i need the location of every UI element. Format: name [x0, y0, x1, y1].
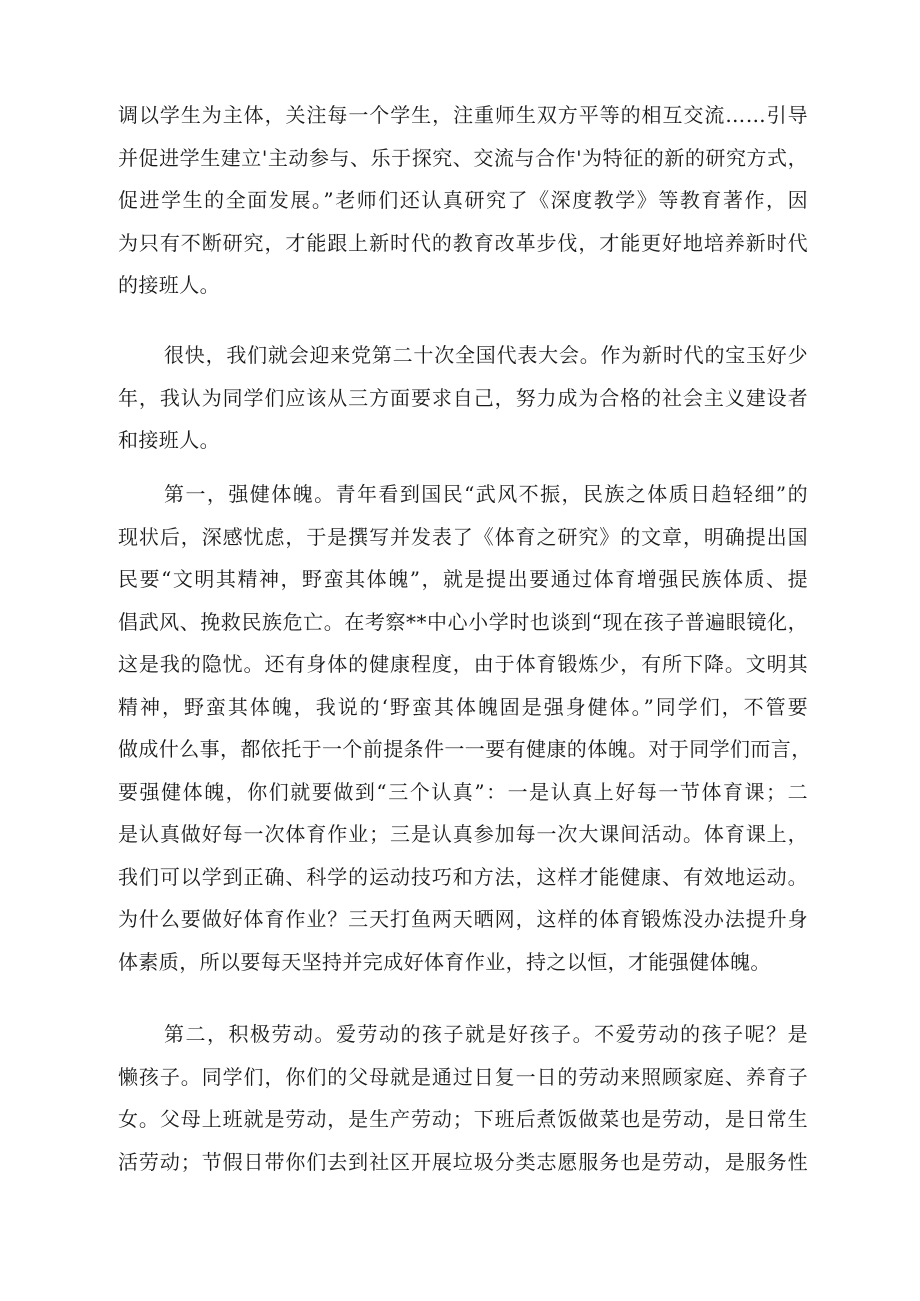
paragraph-line: 调以学生为主体，关注每一个学生，注重师生双方平等的相互交流……引导 [118, 103, 808, 127]
paragraph-line: 为只有不断研究，才能跟上新时代的教育改革步伐，才能更好地培养新时代 [118, 230, 808, 255]
paragraph-line: 的接班人。 [118, 273, 220, 297]
paragraph-line: 为什么要做好体育作业？三天打鱼两天晒网，这样的体育锻炼没办法提升身 [118, 907, 808, 931]
paragraph-line: 民要“文明其精神，野蛮其体魄”，就是提出要通过体育增强民族体质、提 [118, 567, 808, 591]
paragraph-3 [118, 473, 812, 983]
paragraph-line: 促进学生的全面发展。”老师们还认真研究了《深度教学》等教育著作，因 [118, 188, 808, 212]
paragraph-line: 第一，强健体魄。青年看到国民“武风不振，民族之体质日趋轻细”的 [164, 482, 808, 506]
paragraph-line: 这是我的隐忧。还有身体的健康程度，由于体育锻炼少，有所下降。文明其 [118, 652, 808, 676]
paragraph-4 [118, 1013, 808, 1183]
paragraph-1 [118, 94, 808, 307]
paragraph-line: 倡武风、挽救民族危亡。在考察**中心小学时也谈到“现在孩子普遍眼镜化， [118, 609, 808, 634]
paragraph-line: 懒孩子。同学们，你们的父母就是通过日复一日的劳动来照顾家庭、养育子 [118, 1064, 808, 1089]
paragraph-line: 活劳动；节假日带你们去到社区开展垃圾分类志愿服务也是劳动，是服务性 [118, 1149, 808, 1174]
paragraph-line: 我们可以学到正确、科学的运动技巧和方法，这样才能健康、有效地运动。 [118, 864, 808, 889]
paragraph-line: 女。父母上班就是劳动，是生产劳动；下班后煮饭做菜也是劳动，是日常生 [118, 1107, 808, 1131]
paragraph-line: 第二，积极劳动。爱劳动的孩子就是好孩子。不爱劳动的孩子呢？是 [164, 1022, 808, 1046]
paragraph-line: 和接班人。 [118, 428, 220, 452]
paragraph-line: 现状后，深感忧虑，于是撰写并发表了《体育之研究》的文章，明确提出国 [118, 524, 808, 549]
paragraph-line: 并促进学生建立'主动参与、乐于探究、交流与合作'为特征的新的研究方式， [118, 145, 808, 170]
paragraph-line: 做成什么事，都依托于一个前提条件一一要有健康的体魄。对于同学们而言， [118, 737, 812, 761]
paragraph-line: 要强健体魄，你们就要做到“三个认真”：一是认真上好每一节体育课；二 [118, 779, 808, 804]
paragraph-2 [118, 334, 808, 462]
paragraph-line: 体素质，所以要每天坚持并完成好体育作业，持之以恒，才能强健体魄。 [118, 949, 771, 974]
paragraph-line: 是认真做好每一次体育作业；三是认真参加每一次大课间活动。体育课上， [118, 822, 808, 846]
paragraph-line: 年，我认为同学们应该从三方面要求自己，努力成为合格的社会主义建设者 [118, 385, 808, 410]
paragraph-line: 很快，我们就会迎来党第二十次全国代表大会。作为新时代的宝玉好少 [164, 343, 808, 367]
paragraph-line: 精神，野蛮其体魄，我说的‘野蛮其体魄固是强身健体。”同学们，不管要 [118, 694, 808, 719]
